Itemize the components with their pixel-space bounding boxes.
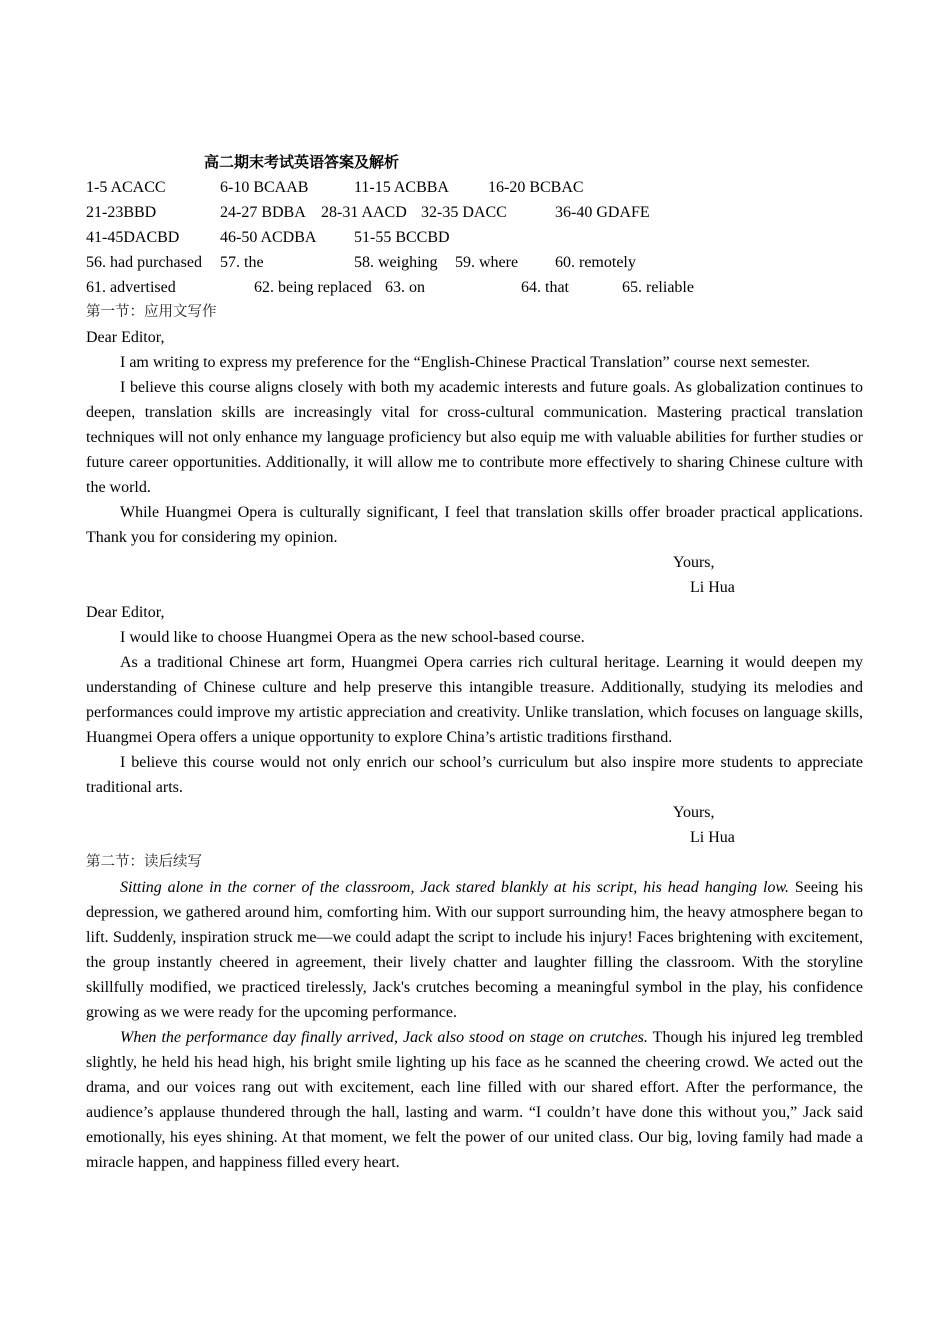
salutation: Dear Editor,: [86, 604, 165, 621]
paragraph: [86, 1025, 863, 1175]
answer-group: 28-31 AACD: [321, 204, 407, 221]
answer-item: 64. that: [521, 279, 569, 296]
answer-group: 36-40 GDAFE: [555, 204, 650, 221]
answer-item: 57. the: [220, 254, 264, 271]
paragraph: I am writing to express my preference for the “English-Chinese Practical Translation” course next semester.: [120, 354, 811, 371]
answer-row: [86, 275, 863, 300]
answer-group: 41-45DACBD: [86, 229, 180, 246]
lead-sentence: When the performance day finally arrived, Jack also stood on stage on crutches.: [120, 1029, 648, 1046]
signature: Li Hua: [690, 829, 735, 846]
answer-row: [86, 225, 863, 250]
answer-key: [86, 175, 863, 300]
paragraph: While Huangmei Opera is culturally significant, I feel that translation skills offer broader practical applications. Thank you for considering my opinion.: [86, 504, 863, 546]
answer-row: [86, 250, 863, 275]
answer-group: 16-20 BCBAC: [488, 179, 584, 196]
continuation-writing: [86, 875, 863, 1175]
paragraph: I would like to choose Huangmei Opera as the new school-based course.: [120, 629, 585, 646]
document-title: 高二期末考试英语答案及解析: [204, 153, 400, 171]
letter-2: [86, 600, 863, 850]
paragraph-text: Though his injured leg trembled slightly, he held his head high, his bright smile lighting up his face as he scanned the cheering crowd. We acted out the drama, and our voices rang out with excitement, each line filled with our shared effort. After the performance, the audience’s applause thundered through the hall, lasting and warm. “I couldn’t have done this without you,” Jack said emotionally, his eyes shining. At that moment, we felt the power of our united class. Our big, loving family had made a miracle happen, and happiness filled every heart.: [86, 1029, 864, 1171]
answer-item: 62. being replaced: [254, 279, 372, 296]
lead-sentence: Sitting alone in the corner of the classroom, Jack stared blankly at his script, his head hanging low.: [120, 879, 789, 896]
answer-group: 32-35 DACC: [421, 204, 507, 221]
section-heading: 第二节：读后续写: [86, 854, 202, 870]
answer-item: 59. where: [455, 254, 519, 271]
letter-1: [86, 325, 863, 600]
paragraph: As a traditional Chinese art form, Huangmei Opera carries rich cultural heritage. Learning it would deepen my understanding of Chinese culture and help preserve this intangible treasure. Additionally, studying its melodies and performances could improve my artistic appreciation and creativity. Unlike translation, which focuses on language skills, Huangmei Opera offers a unique opportunity to explore China’s artistic traditions firsthand.: [86, 654, 863, 746]
paragraph: I believe this course aligns closely with both my academic interests and future goals. As globalization continues to deepen, translation skills are increasingly vital for cross-cultural communication. Mastering practical translation techniques will not only enhance my language proficiency but also equip me with valuable abilities for further studies or future career opportunities. Additionally, it will allow me to contribute more effectively to sharing Chinese culture with the world.: [86, 379, 863, 496]
signature: Li Hua: [690, 579, 735, 596]
answer-row: [86, 200, 863, 225]
salutation: Dear Editor,: [86, 329, 165, 346]
answer-group: 51-55 BCCBD: [354, 229, 450, 246]
paragraph: I believe this course would not only enrich our school’s curriculum but also inspire more students to appreciate traditional arts.: [86, 754, 863, 796]
paragraph: [86, 875, 863, 1025]
closing: Yours,: [673, 554, 715, 571]
answer-item: 56. had purchased: [86, 254, 202, 271]
closing: Yours,: [673, 804, 715, 821]
answer-group: 11-15 ACBBA: [354, 179, 449, 196]
answer-item: 61. advertised: [86, 279, 176, 296]
answer-item: 65. reliable: [622, 279, 694, 296]
answer-item: 58. weighing: [354, 254, 438, 271]
answer-row: [86, 175, 863, 200]
answer-group: 46-50 ACDBA: [220, 229, 317, 246]
answer-item: 60. remotely: [555, 254, 636, 271]
paragraph-text: Seeing his depression, we gathered around him, comforting him. With our support surrounding him, the heavy atmosphere began to lift. Suddenly, inspiration struck me—we could adapt the script to include his injury! Faces brightening with excitement, the group instantly cheered in agreement, their lively chatter and laughter filling the classroom. With the storyline skillfully modified, we practiced tirelessly, Jack's crutches becoming a meaningful symbol in the play, his confidence growing as we were ready for the upcoming performance.: [86, 879, 864, 1021]
answer-item: 63. on: [385, 279, 425, 296]
section-heading: 第一节：应用文写作: [86, 304, 217, 320]
document-content: [86, 150, 863, 1175]
answer-group: 24-27 BDBA: [220, 204, 306, 221]
answer-group: 6-10 BCAAB: [220, 179, 309, 196]
answer-group: 1-5 ACACC: [86, 179, 166, 196]
answer-group: 21-23BBD: [86, 204, 157, 221]
